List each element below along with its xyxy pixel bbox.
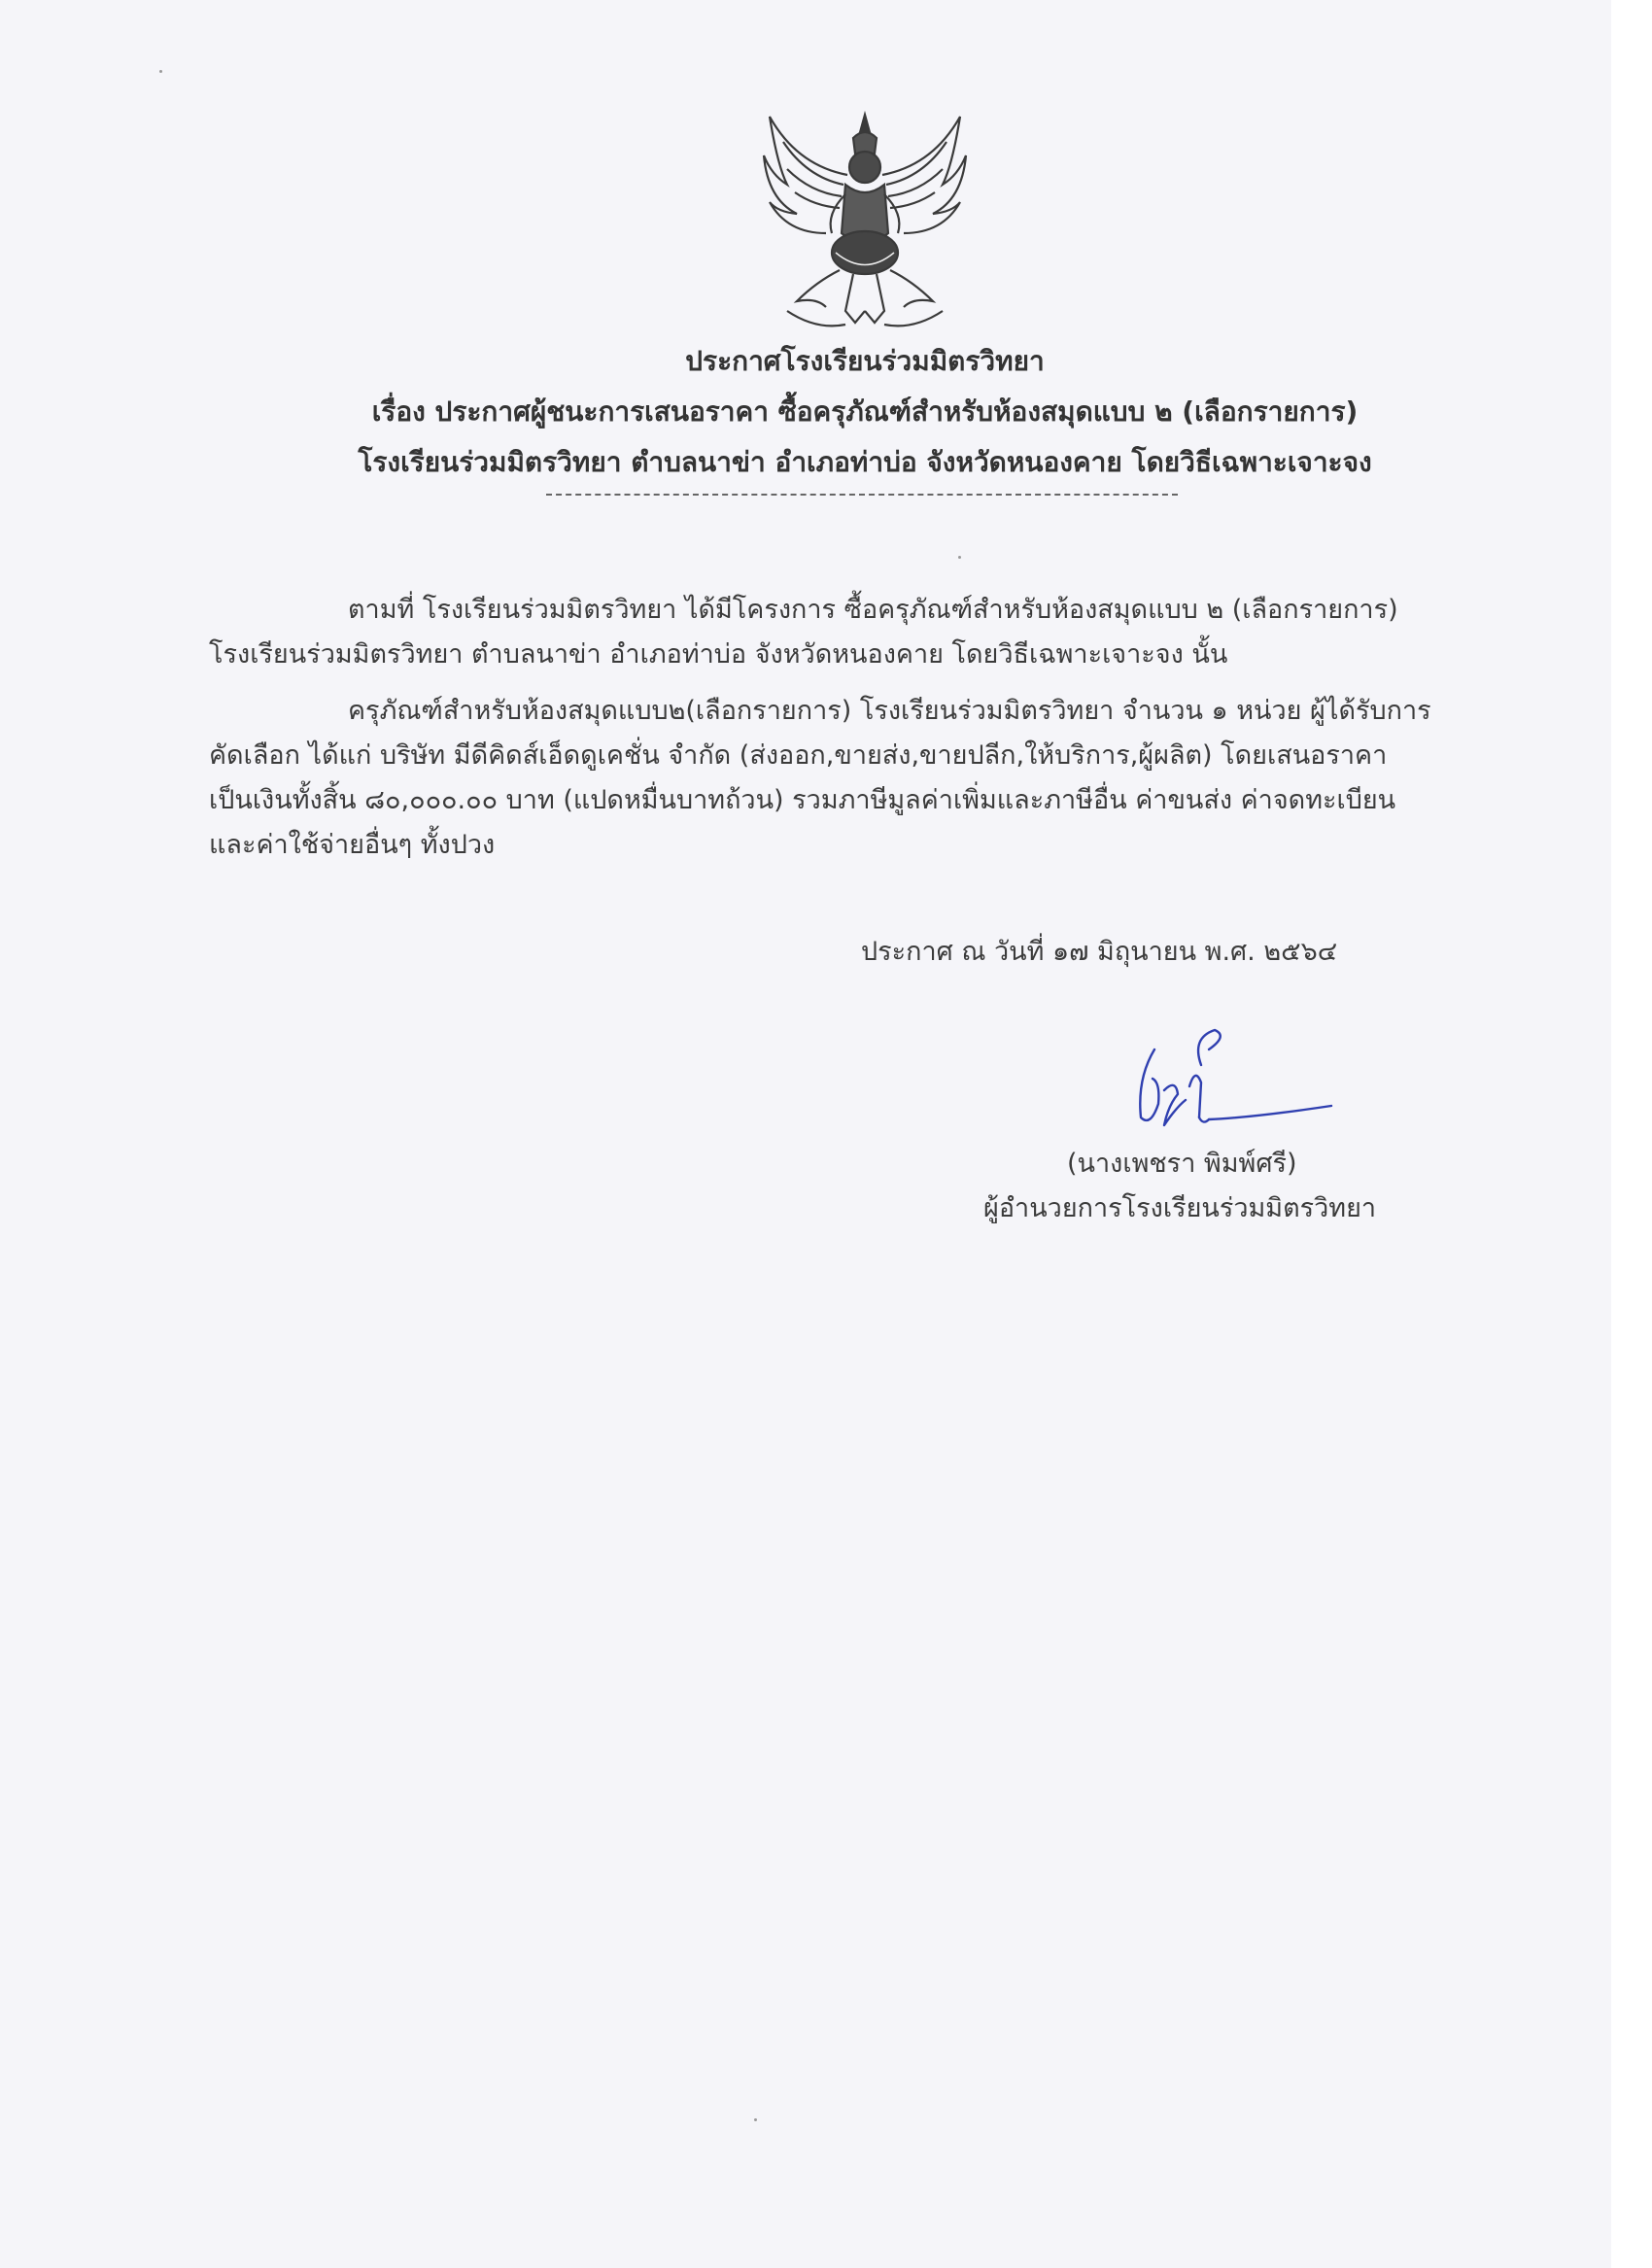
signer-position: ผู้อำนวยการโรงเรียนร่วมมิตรวิทยา xyxy=(983,1193,1377,1223)
scan-margin xyxy=(1611,0,1652,2268)
body-paragraph-1-line-2: โรงเรียนร่วมมิตรวิทยา ตำบลนาข่า อำเภอท่าบ่อ จังหวัดหนองคาย โดยวิธีเฉพาะเจาะจง นั้น xyxy=(209,639,1228,670)
scan-speck xyxy=(754,2118,757,2121)
garuda-emblem-icon xyxy=(758,107,972,340)
heading-divider xyxy=(546,494,1178,496)
signer-name: (นางเพชรา พิมพ์ศรี) xyxy=(1067,1149,1297,1179)
scan-speck xyxy=(159,70,162,73)
body-paragraph-2-line-3: เป็นเงินทั้งสิ้น ๘๐,๐๐๐.๐๐ บาท (แปดหมื่นบาทถ้วน) รวมภาษีมูลค่าเพิ่มและภาษีอื่น ค่าขนส่ง ค่าจดทะเบียน xyxy=(209,785,1396,815)
handwritten-signature-icon xyxy=(1108,1011,1341,1147)
body-paragraph-2-line-2: คัดเลือก ได้แก่ บริษัท มีดีคิดส์เอ็ดดูเคชั่น จำกัด (ส่งออก,ขายส่ง,ขายปลีก,ให้บริการ,ผู้ผลิต) โดยเสนอราคา xyxy=(209,740,1388,771)
body-paragraph-2-line-1: ครุภัณฑ์สำหรับห้องสมุดแบบ๒(เลือกรายการ) โรงเรียนร่วมมิตรวิทยา จำนวน ๑ หน่วย ผู้ได้รับการ xyxy=(348,696,1431,726)
announcement-title: ประกาศโรงเรียนร่วมมิตรวิทยา xyxy=(685,345,1045,377)
scan-speck xyxy=(958,556,961,559)
announcement-subject-location: โรงเรียนร่วมมิตรวิทยา ตำบลนาข่า อำเภอท่าบ่อ จังหวัดหนองคาย โดยวิธีเฉพาะเจาะจง xyxy=(358,446,1372,478)
body-paragraph-1-line-1: ตามที่ โรงเรียนร่วมมิตรวิทยา ได้มีโครงการ ซื้อครุภัณฑ์สำหรับห้องสมุดแบบ ๒ (เลือกรายการ) xyxy=(348,595,1398,625)
body-paragraph-2-line-4: และค่าใช้จ่ายอื่นๆ ทั้งปวง xyxy=(209,830,496,860)
announcement-date: ประกาศ ณ วันที่ ๑๗ มิถุนายน พ.ศ. ๒๕๖๔ xyxy=(861,937,1338,967)
announcement-subject: เรื่อง ประกาศผู้ชนะการเสนอราคา ซื้อครุภัณฑ์สำหรับห้องสมุดแบบ ๒ (เลือกรายการ) xyxy=(371,395,1359,428)
